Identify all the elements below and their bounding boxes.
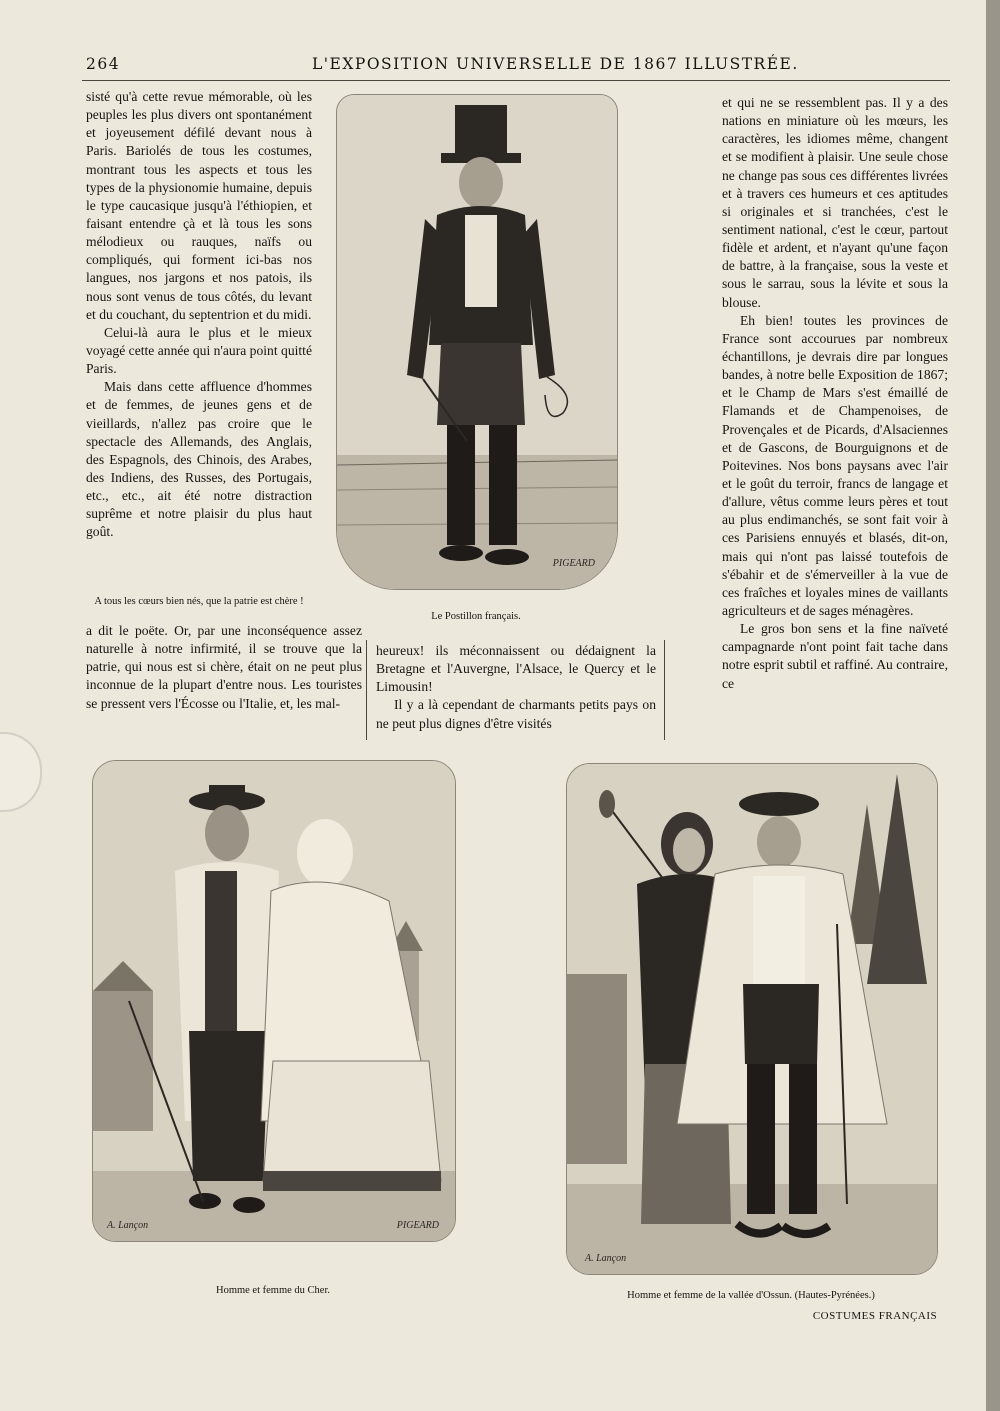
right-column (722, 94, 948, 693)
engraver-signature: PIGEARD (552, 558, 595, 569)
left-column-bottom: a dit le poëte. Or, par une inconséquence assez naturelle à notre infirmité, il se trouve que la patrie, qui nous est si chère, était on ne peut plus inconnue de la plupart d'entre nous. Les touristes se pressent vers l'Écosse ou l'Italie, et, les mal- (86, 623, 362, 711)
caption-postillon: Le Postillon français. (431, 611, 521, 622)
paragraph: et qui ne se ressemblent pas. Il y a des nations en miniature où les mœurs, les caractères, les idiomes même, changent et se modifient à plaisir. Une seule chose ne change pas sous ces différentes livrées et à travers ces humeurs et ces aptitudes si originales et si tranchées, c'est le sentiment national, c'est le cœur, partout fidèle et ardent, et n'ayant qu'une façon de battre, à la française, sous la veste et sous le sarrau, sous la lévite et sous la blouse. (722, 95, 948, 310)
illustration-ossun (566, 763, 938, 1275)
engraver-signature: PIGEARD (396, 1220, 439, 1231)
series-title: COSTUMES FRANÇAIS (812, 1310, 938, 1322)
paragraph: Le gros bon sens et la fine naïveté campagnarde n'ont point fait tache dans notre esprit subtil et raffiné. Au contraire, ce (722, 621, 948, 691)
paragraph: Celui-là aura le plus et le mieux voyagé cette année qui n'aura point quitté Paris. (86, 324, 312, 377)
paragraph: sisté qu'à cette revue mémorable, où les peuples les plus divers ont spontanément et joyeusement défilé devant nous à Paris. Bariolés de tous les costumes, montrant tous les aspects et tous les types de la physionomie humaine, depuis le type caucasique jusqu'à l'éthiopien, et faisant entendre çà et là tous les sons mélodieux ou rauques, naïfs ou compliqués, qui forment ici-bas nos langues, nos jargons et nos patois, ils nous sont venus de tous côtés, du levant et du couchant, du septentrion et du midi. (86, 89, 312, 322)
caption-cher: Homme et femme du Cher. (215, 1285, 330, 1296)
column-rule (366, 640, 367, 740)
middle-column-bottom (376, 642, 656, 733)
page-number: 264 (86, 55, 121, 73)
paragraph: Il y a là cependant de charmants petits pays on ne peut plus dignes d'être visités (376, 697, 656, 731)
paragraph: heureux! ils méconnaissent ou dédaignent la Bretagne et l'Auvergne, l'Alsace, le Quercy et le Limousin! (376, 643, 656, 695)
caption-ossun: Homme et femme de la vallée d'Ossun. (Hautes-Pyrénées.) (627, 1290, 875, 1301)
paragraph: Mais dans cette affluence d'hommes et de femmes, de jeunes gens et de vieillards, n'allez pas croire que le spectacle des Allemands, des Anglais, des Espagnols, des Chinois, des Arabes, des Indiens, des Russes, des Portugais, etc., etc., ait été notre distraction suprême et notre plaisir du plus haut goût. (86, 379, 312, 540)
ossun-figures (567, 764, 937, 1274)
page-title: L'EXPOSITION UNIVERSELLE DE 1867 ILLUSTRÉE. (312, 55, 799, 73)
artist-signature: A. Lançon (107, 1220, 149, 1231)
postillon-figure (337, 95, 617, 589)
header-rule (82, 80, 950, 81)
artist-signature: A. Lançon (585, 1253, 627, 1264)
cher-figures (93, 761, 455, 1241)
column-rule (664, 640, 665, 740)
paragraph: Eh bien! toutes les provinces de France sont accourues par nombreux échantillons, je devrais dire par longues bandes, à notre belle Exposition de 1867; et le Champ de Mars s'est émaillé de Flamands et de Champenoises, de Provençales et de Picards, d'Alsaciennes et de Gascons, de Bourguignons et de Poitevines. Nos bons paysans avec l'air et le goût du terroir, francs de langage et d'allure, vêtus comme leurs pères et tout au plus endimanchés, se sont fait voir à ces Parisiens ennuyés et blasés, dit-on, mais qui n'ont pas laissé toutefois de s'ébahir et de s'émerveiller à la vue de ces fraîches et loyales mines de vaillants agriculteurs et de sages ménagères. (722, 312, 948, 618)
left-column-top (86, 88, 312, 542)
poet-quote: A tous les cœurs bien nés, que la patrie est chère ! (94, 596, 304, 607)
illustration-cher (92, 760, 456, 1242)
illustration-postillon (336, 94, 618, 590)
